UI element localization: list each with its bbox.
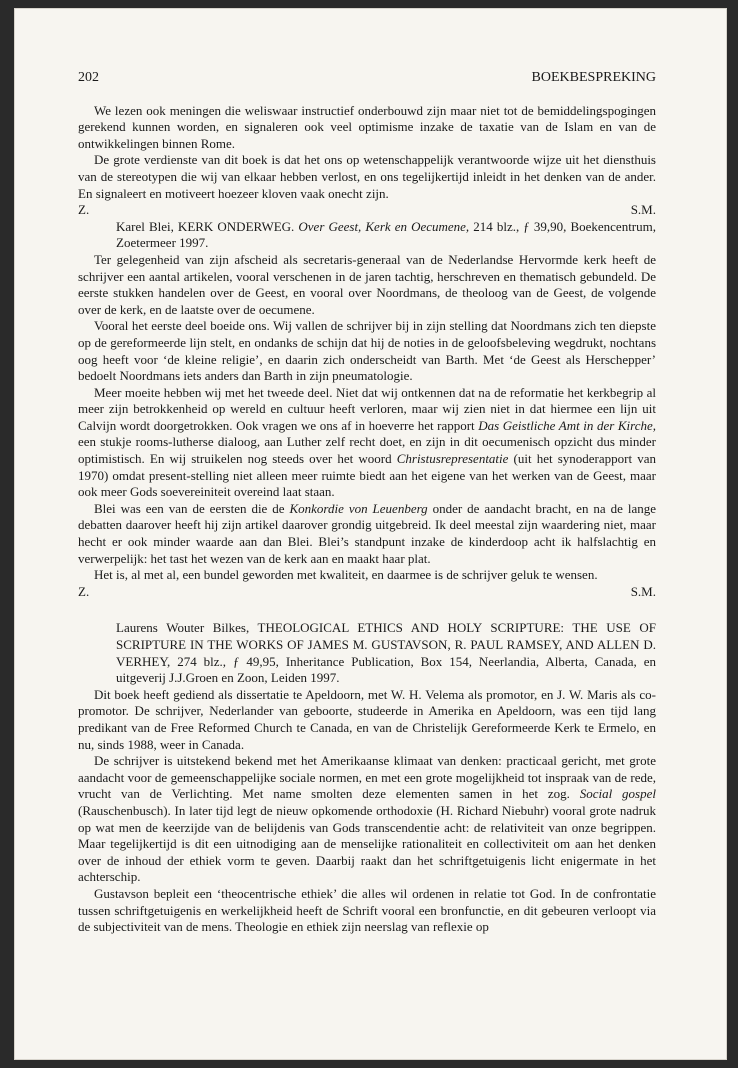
paragraph: Dit boek heeft gediend als dissertatie te Apeldoorn, met W. H. Velema als promotor, en J. W. Maris als co-promotor. De schrijver, Nederlander van geboorte, studeerde in Amerika en Apeldoorn, was een tijd lang predikant van de Free Reformed Church te Canada, en van de Christelijk Gereformeerde Kerk te Ermelo, en nu, sinds 1988, weer in Canada.: [78, 686, 656, 752]
page-header: [78, 70, 656, 87]
signature-right: S.M.: [630, 583, 656, 599]
italic-term: Social gospel: [579, 786, 656, 802]
scanned-page: [14, 8, 727, 1060]
signature-left: Z.: [78, 583, 90, 599]
signature-left: Z.: [78, 202, 90, 218]
text-run: Blei was een van de eersten die de: [94, 500, 290, 516]
paragraph: Vooral het eerste deel boeide ons. Wij vallen de schrijver bij in zijn stelling dat Noordmans zich ten diepste op de gereformeerde lijn stelt, en ondanks de schijn dat hij de noties in de geloofsbeleving wegdrukt, nochtans oog heeft voor ‘de kleine religie’, en daarin zich onderscheidt van Barth. Met ‘de Geest als Herschepper’ bedoelt Noordmans iets anders dan Barth in zijn pneumatologie.: [78, 318, 656, 384]
paragraph: Gustavson bepleit een ‘theocentrische ethiek’ die alles wil ordenen in relatie tot God. In de confrontatie tussen schriftgetuigenis en werkelijkheid heeft de Schrift vooral een bronfunctie, en dit gebeuren verloopt via de subjectiviteit van de mens. Theologie en ethiek zijn neerslag van reflexie op: [78, 885, 656, 935]
running-title: BOEKBESPREKING: [531, 70, 656, 85]
signature-right: S.M.: [630, 202, 656, 218]
italic-title: Konkordie von Leuenberg: [289, 500, 428, 516]
ref-details: 214 blz., ƒ 39,90, Boekencentrum, Zoetermeer 1997.: [116, 218, 657, 251]
review-signature: [78, 202, 656, 219]
text-run: (Rauschenbusch). In later tijd legt de nieuw opkomende orthodoxie (H. Richard Niebuhr) vooral grote nadruk op wat men de keerzijde van de belijdenis van Gods transcendentie acht: de relativiteit van onze begrippen. Maar tegelijkertijd is dit een uitnodiging aan de menselijke rationaliteit en collectiviteit om aan het denken over de inhoud der ethiek vorm te geven. Daarbij raakt dan het schriftgetuigenis licht enigermate in het achterschip.: [78, 802, 656, 885]
page-content: [78, 70, 656, 936]
italic-term: Christusrepresentatie: [396, 451, 509, 467]
text-run: onder de aandacht bracht, en na de lange debatten daarover heeft hij zijn artikel daarover grondig uitgebreid. Ik deel meestal zijn waardering niet, maar hecht er ook minder waarde aan dan Blei. Blei’s standpunt inzake de kinderdoop acht ik halfslachtig en verwerpelijk: het tast het wezen van de kerk aan en maakt haar plat.: [78, 500, 656, 566]
paragraph: [78, 501, 656, 567]
page-number: 202: [78, 70, 99, 85]
paragraph: Het is, al met al, een bundel geworden met kwaliteit, en daarmee is de schrijver geluk te wensen.: [94, 567, 598, 583]
ref-author-title: Karel Blei, KERK ONDERWEG.: [116, 218, 299, 234]
ref-subtitle: Over Geest, Kerk en Oecumene,: [298, 218, 470, 234]
paragraph: We lezen ook meningen die weliswaar instructief onderbouwd zijn maar niet tot de bemiddelingspogingen gerekend kunnen worden, en signaleren ook veel optimisme inzake de taxatie van de Islam en van de ontwikkelingen binnen Rome.: [78, 102, 656, 151]
paragraph: [78, 385, 656, 501]
text-run: (uit het synoderapport van 1970) omdat present-stelling niet alleen meer ruimte biedt aan het eigene van het werken van de Geest, maar ook meer Gods soevereiniteit overeind laat staan.: [78, 451, 656, 500]
paragraph: De grote verdienste van dit boek is dat het ons op wetenschappelijk verantwoorde wijze uit het diensthuis van de stereotypen die wij van elkaar hebben verlost, en ons tegelijkertijd inleidt in het denken van de ander. En signaleert en motiveert hoezeer kloven vaak onecht zijn.: [78, 152, 656, 201]
paragraph: [78, 753, 656, 886]
review-signature: [78, 584, 656, 601]
text-run: De schrijver is uitstekend bekend met het Amerikaanse klimaat van denken: practicaal gericht, met grote aandacht voor de gemeenschappelijke sociale normen, en met een grote mogelijkheid tot inspraak van de rede, vrucht van de Verlichting. Met name smolten deze elementen samen in het zog.: [78, 753, 656, 802]
text-run: Meer moeite hebben wij met het tweede deel. Niet dat wij ontkennen dat na de reformatie het kerkbegrip al meer zijn betrokkenheid op wereld en cultuur heeft verloren, maar wij zien niet in dat hiermee een lijn uit Calvijn wordt doorgetrokken. Ook vragen we ons af in hoeverre het rapport: [78, 384, 656, 433]
paragraph: Ter gelegenheid van zijn afscheid als secretaris-generaal van de Nederlandse Hervormde kerk heeft de schrijver een aantal artikelen, vooral verschenen in de jaren tachtig, herschreven en thematisch gebundeld. De eerste stukken handelen over de Geest, en vooral over Noordmans, de theoloog van de Geest, de volgende over de kerk, en de laatste over de oecumene.: [78, 251, 656, 317]
italic-title: Das Geistliche Amt in der Kirche,: [478, 417, 656, 433]
book-reference: Laurens Wouter Bilkes, THEOLOGICAL ETHICS AND HOLY SCRIPTURE: THE USE OF SCRIPTURE IN THE WORKS OF JAMES M. GUSTAVSON, R. PAUL RAMSEY, AND ALLEN D. VERHEY, 274 blz., ƒ 49,95, Inheritance Publication, Box 154, Neerlandia, Alberta, Canada, en uitgeverij J.J.Groen en Zoon, Leiden 1997.: [116, 620, 656, 686]
book-reference: [78, 219, 656, 252]
text-run: een stukje rooms-lutherse dialoog, aan Luther zelf recht doet, en zijn in dit oecumenisch opzicht dus minder optimistisch. En wij struikelen nog steeds over het woord: [78, 434, 656, 467]
